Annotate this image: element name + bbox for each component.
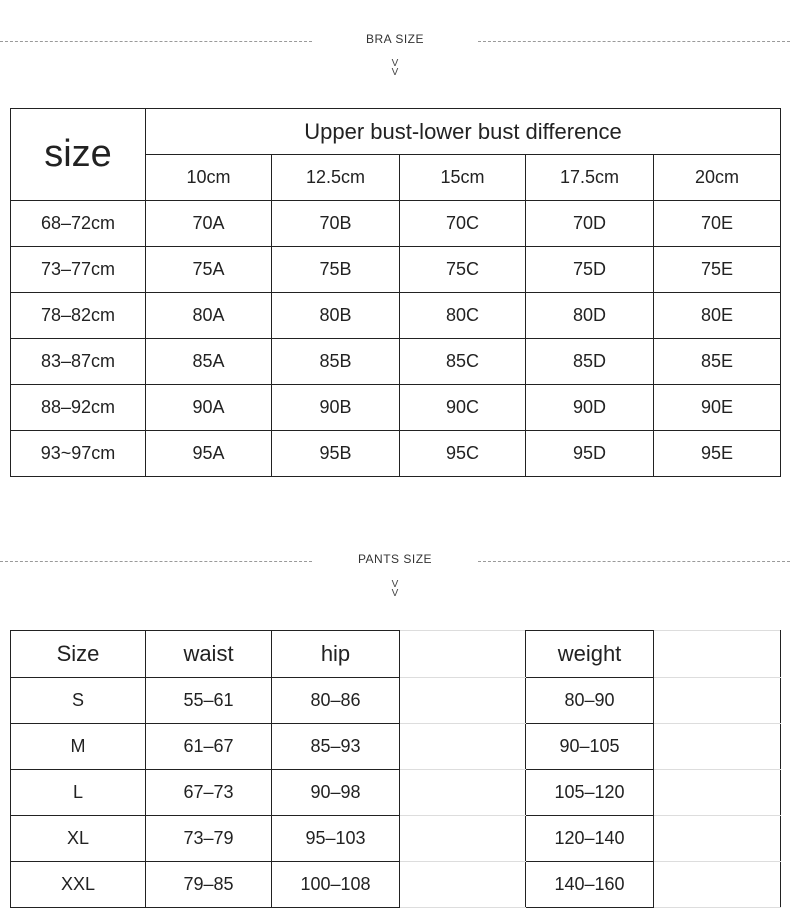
pants-size-table bbox=[10, 630, 781, 908]
bra-size-table bbox=[10, 108, 781, 477]
weight-column-header: weight bbox=[526, 631, 654, 678]
cup-cell: 95C bbox=[400, 431, 526, 477]
waist-cell: 79–85 bbox=[146, 862, 272, 908]
blank-cell bbox=[654, 816, 781, 862]
bra-section-header bbox=[0, 32, 790, 82]
cup-cell: 70B bbox=[272, 201, 400, 247]
cup-cell: 90E bbox=[654, 385, 781, 431]
cup-column-header: 10cm bbox=[146, 155, 272, 201]
cup-cell: 80C bbox=[400, 293, 526, 339]
size-column-header: Size bbox=[11, 631, 146, 678]
blank-cell bbox=[400, 678, 526, 724]
cup-cell: 90D bbox=[526, 385, 654, 431]
table-row bbox=[11, 724, 781, 770]
cup-cell: 75A bbox=[146, 247, 272, 293]
cup-column-header: 12.5cm bbox=[272, 155, 400, 201]
blank-cell bbox=[654, 631, 781, 678]
table-row bbox=[11, 862, 781, 908]
waist-cell: 55–61 bbox=[146, 678, 272, 724]
table-row bbox=[11, 247, 781, 293]
hip-cell: 95–103 bbox=[272, 816, 400, 862]
hip-cell: 80–86 bbox=[272, 678, 400, 724]
blank-cell bbox=[654, 678, 781, 724]
table-row bbox=[11, 678, 781, 724]
cup-cell: 95A bbox=[146, 431, 272, 477]
size-cell: 83–87cm bbox=[11, 339, 146, 385]
waist-cell: 73–79 bbox=[146, 816, 272, 862]
table-row bbox=[11, 201, 781, 247]
cup-cell: 75D bbox=[526, 247, 654, 293]
difference-header: Upper bust-lower bust difference bbox=[146, 109, 781, 155]
cup-column-header: 15cm bbox=[400, 155, 526, 201]
weight-cell: 105–120 bbox=[526, 770, 654, 816]
size-cell: M bbox=[11, 724, 146, 770]
table-row bbox=[11, 816, 781, 862]
size-cell: 78–82cm bbox=[11, 293, 146, 339]
blank-cell bbox=[654, 724, 781, 770]
size-cell: 68–72cm bbox=[11, 201, 146, 247]
cup-cell: 95B bbox=[272, 431, 400, 477]
cup-cell: 80D bbox=[526, 293, 654, 339]
blank-cell bbox=[400, 631, 526, 678]
hip-cell: 85–93 bbox=[272, 724, 400, 770]
cup-cell: 85E bbox=[654, 339, 781, 385]
cup-cell: 90B bbox=[272, 385, 400, 431]
cup-cell: 75B bbox=[272, 247, 400, 293]
size-header: size bbox=[11, 109, 146, 201]
table-row bbox=[11, 293, 781, 339]
size-cell: XL bbox=[11, 816, 146, 862]
size-cell: L bbox=[11, 770, 146, 816]
size-cell: S bbox=[11, 678, 146, 724]
cup-column-header: 20cm bbox=[654, 155, 781, 201]
cup-cell: 80A bbox=[146, 293, 272, 339]
table-row bbox=[11, 770, 781, 816]
cup-cell: 95D bbox=[526, 431, 654, 477]
pants-header-row bbox=[11, 631, 781, 678]
size-cell: 88–92cm bbox=[11, 385, 146, 431]
cup-cell: 85B bbox=[272, 339, 400, 385]
table-row bbox=[11, 385, 781, 431]
cup-cell: 70E bbox=[654, 201, 781, 247]
table-row bbox=[11, 431, 781, 477]
bra-section-title: BRA SIZE bbox=[365, 32, 425, 46]
cup-cell: 85C bbox=[400, 339, 526, 385]
waist-column-header: waist bbox=[146, 631, 272, 678]
weight-cell: 80–90 bbox=[526, 678, 654, 724]
cup-cell: 70D bbox=[526, 201, 654, 247]
hip-cell: 90–98 bbox=[272, 770, 400, 816]
weight-cell: 120–140 bbox=[526, 816, 654, 862]
cup-cell: 90A bbox=[146, 385, 272, 431]
blank-cell bbox=[400, 816, 526, 862]
blank-cell bbox=[400, 770, 526, 816]
cup-cell: 70C bbox=[400, 201, 526, 247]
pants-section-header bbox=[0, 552, 790, 602]
size-cell: XXL bbox=[11, 862, 146, 908]
hip-cell: 100–108 bbox=[272, 862, 400, 908]
blank-cell bbox=[400, 724, 526, 770]
chevron-down-icon: V V bbox=[391, 579, 399, 599]
size-cell: 73–77cm bbox=[11, 247, 146, 293]
cup-cell: 70A bbox=[146, 201, 272, 247]
size-cell: 93~97cm bbox=[11, 431, 146, 477]
blank-cell bbox=[654, 862, 781, 908]
blank-cell bbox=[400, 862, 526, 908]
cup-column-header: 17.5cm bbox=[526, 155, 654, 201]
pants-section-title: PANTS SIZE bbox=[357, 552, 433, 566]
cup-cell: 85D bbox=[526, 339, 654, 385]
cup-cell: 85A bbox=[146, 339, 272, 385]
cup-cell: 95E bbox=[654, 431, 781, 477]
chevron-down-icon: V V bbox=[391, 58, 399, 78]
cup-cell: 75C bbox=[400, 247, 526, 293]
cup-cell: 80B bbox=[272, 293, 400, 339]
cup-cell: 90C bbox=[400, 385, 526, 431]
hip-column-header: hip bbox=[272, 631, 400, 678]
blank-cell bbox=[654, 770, 781, 816]
cup-cell: 75E bbox=[654, 247, 781, 293]
table-row bbox=[11, 339, 781, 385]
waist-cell: 61–67 bbox=[146, 724, 272, 770]
cup-cell: 80E bbox=[654, 293, 781, 339]
weight-cell: 90–105 bbox=[526, 724, 654, 770]
weight-cell: 140–160 bbox=[526, 862, 654, 908]
waist-cell: 67–73 bbox=[146, 770, 272, 816]
